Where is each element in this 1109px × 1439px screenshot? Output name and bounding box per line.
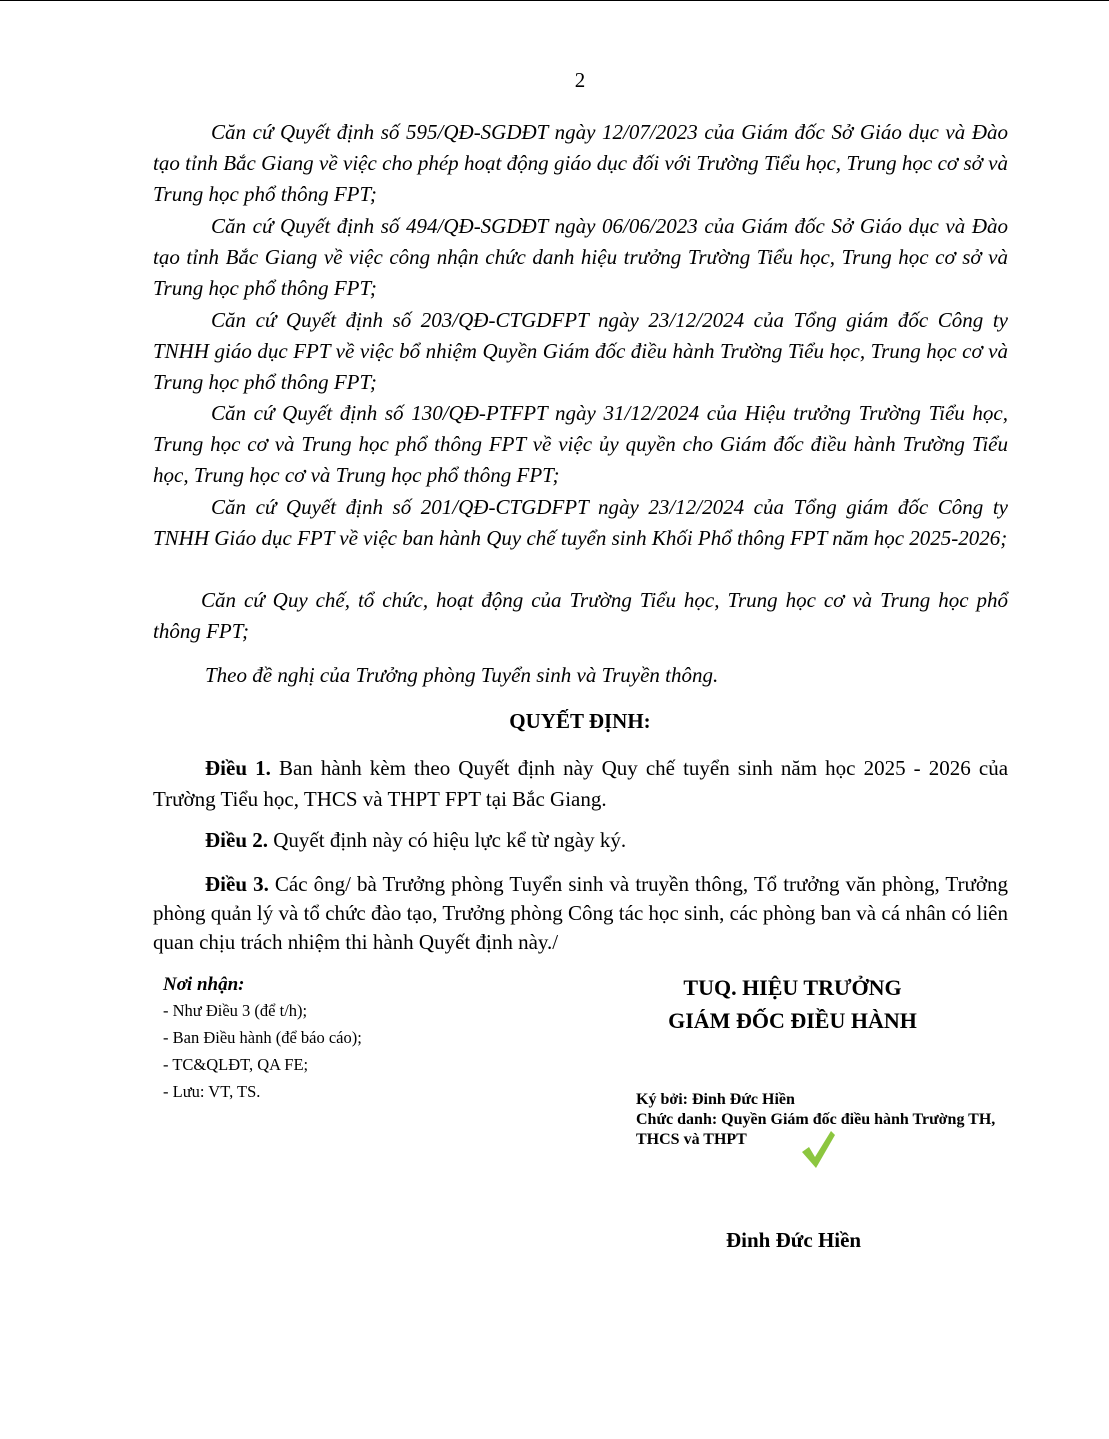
- recipient-item: - Ban Điều hành (để báo cáo);: [163, 1028, 362, 1047]
- legal-basis-4: Căn cứ Quyết định số 130/QĐ-PTFPT ngày 31/12/2024 của Hiệu trưởng Trường Tiểu học, Trung học cơ và Trung học phổ thông FPT về việc ủy quyền cho Giám đốc điều hành Trường Tiểu học, Trung học cơ và Trung học phổ thông FPT;: [153, 401, 1008, 487]
- recipients-list: [163, 997, 362, 1105]
- signer-name: Đinh Đức Hiền: [726, 1228, 862, 1252]
- legal-basis-2: Căn cứ Quyết định số 494/QĐ-SGDĐT ngày 06/06/2023 của Giám đốc Sở Giáo dục và Đào tạo tỉnh Bắc Giang về việc công nhận chức danh hiệu trưởng Trường Tiểu học, Trung học cơ sở và Trung học phổ thông FPT;: [153, 214, 1008, 300]
- proposal-line: Theo đề nghị của Trưởng phòng Tuyển sinh và Truyền thông.: [205, 663, 719, 687]
- page-number: 2: [574, 68, 586, 92]
- recipient-item: - TC&QLĐT, QA FE;: [163, 1055, 309, 1074]
- signer-position: Chức danh: Quyền Giám đốc điều hành Trường TH, THCS và THPT: [636, 1111, 996, 1148]
- legal-basis-6: Căn cứ Quy chế, tổ chức, hoạt động của Trường Tiểu học, Trung học cơ và Trung học phổ thông FPT;: [153, 588, 1008, 643]
- legal-basis-5: Căn cứ Quyết định số 201/QĐ-CTGDFPT ngày 23/12/2024 của Tổng giám đốc Công ty TNHH Giáo dục FPT về việc ban hành Quy chế tuyển sinh Khối Phổ thông FPT năm học 2025-2026;: [153, 495, 1008, 550]
- article-2: [153, 825, 1008, 856]
- checkmark-icon: [800, 1128, 836, 1170]
- recipient-item: - Như Điều 3 (để t/h);: [163, 1001, 308, 1020]
- signatory-title-line1: TUQ. HIỆU TRƯỞNG: [683, 975, 902, 1000]
- signed-by: Ký bởi: Đinh Đức Hiền: [636, 1091, 795, 1108]
- article-1-label: Điều 1.: [205, 756, 271, 780]
- signatory-title-line2: GIÁM ĐỐC ĐIỀU HÀNH: [668, 1008, 917, 1033]
- article-2-text: Quyết định này có hiệu lực kể từ ngày ký.: [268, 828, 627, 852]
- article-3: [153, 870, 1008, 957]
- recipients-block: [163, 973, 362, 1105]
- legal-basis-3: Căn cứ Quyết định số 203/QĐ-CTGDFPT ngày 23/12/2024 của Tổng giám đốc Công ty TNHH giáo dục FPT về việc bổ nhiệm Quyền Giám đốc điều hành Trường Tiểu học, Trung học cơ và Trung học phổ thông FPT;: [153, 308, 1008, 394]
- top-border-line: [0, 0, 1109, 1]
- article-1: [153, 753, 1008, 815]
- article-3-text: Các ông/ bà Trưởng phòng Tuyển sinh và truyền thông, Tổ trưởng văn phòng, Trưởng phòng quản lý và tổ chức đào tạo, Trưởng phòng Công tác học sinh, các phòng ban và cá nhân có liên quan chịu trách nhiệm thi hành Quyết định này./: [153, 872, 1009, 954]
- decision-heading: QUYẾT ĐỊNH:: [509, 709, 651, 733]
- article-3-label: Điều 3.: [205, 872, 269, 896]
- article-2-label: Điều 2.: [205, 828, 268, 852]
- article-1-text: Ban hành kèm theo Quyết định này Quy chế tuyển sinh năm học 2025 - 2026 của Trường Tiểu học, THCS và THPT FPT tại Bắc Giang.: [153, 756, 1009, 811]
- recipients-title: Nơi nhận:: [163, 974, 245, 995]
- legal-basis-1: Căn cứ Quyết định số 595/QĐ-SGDĐT ngày 12/07/2023 của Giám đốc Sở Giáo dục và Đào tạo tỉnh Bắc Giang về việc cho phép hoạt động giáo dục đối với Trường Tiểu học, Trung học cơ sở và Trung học phổ thông FPT;: [153, 120, 1008, 206]
- signatory-title: [600, 971, 985, 1037]
- recipient-item: - Lưu: VT, TS.: [163, 1082, 261, 1101]
